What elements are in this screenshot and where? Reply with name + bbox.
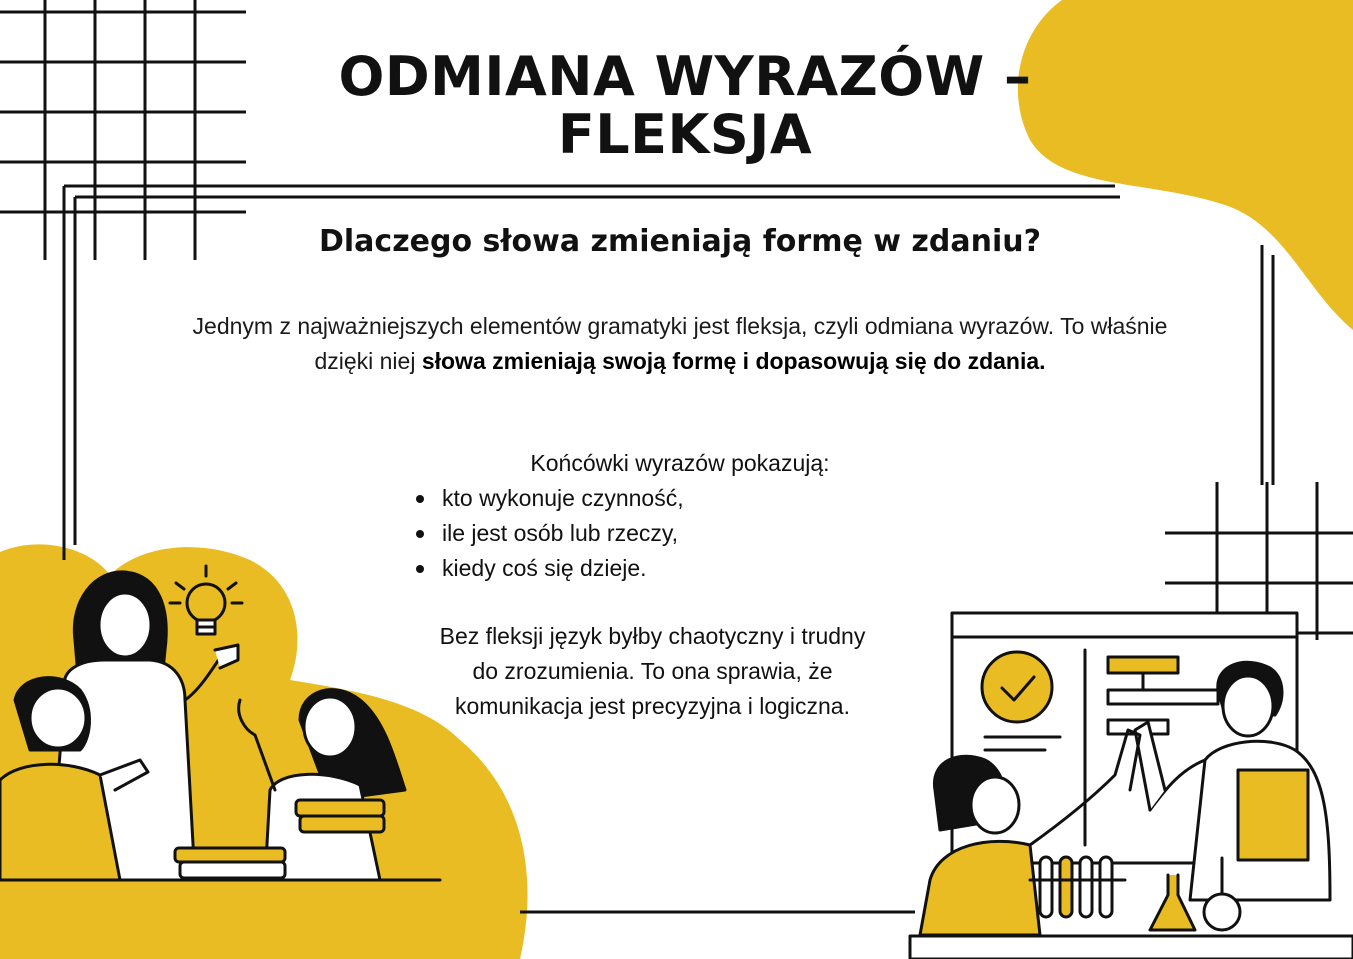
scientists-high-five-illustration — [910, 613, 1353, 959]
intro-paragraph — [180, 309, 1180, 379]
list-item: ile jest osób lub rzeczy, — [412, 516, 684, 551]
closing-paragraph: Bez fleksji język byłby chaotyczny i trudny do zrozumienia. To ona sprawia, że komunikacja jest precyzyjna i logiczna. — [439, 623, 866, 719]
page-title — [250, 45, 1120, 166]
section-subtitle: Dlaczego słowa zmieniają formę w zdaniu? — [318, 224, 1041, 259]
top-left-grid — [0, 0, 246, 260]
title-line-1: ODMIANA WYRAZÓW – — [338, 45, 1032, 108]
list-item: kiedy coś się dzieje. — [412, 551, 684, 586]
list-heading: Końcówki wyrazów pokazują: — [530, 450, 830, 476]
checkmark-icon — [982, 652, 1052, 722]
intro-text: Jednym z najważniejszych elementów gramatyki jest fleksja, czyli odmiana wyrazów. To właśnie dzięki niej — [192, 313, 1168, 374]
title-line-2: FLEKSJA — [557, 103, 813, 166]
intro-bold-text: słowa zmieniają swoją formę i dopasowują się do zdania. — [421, 348, 1046, 374]
list-item: kto wykonuje czynność, — [412, 481, 684, 516]
endings-list — [412, 481, 684, 586]
